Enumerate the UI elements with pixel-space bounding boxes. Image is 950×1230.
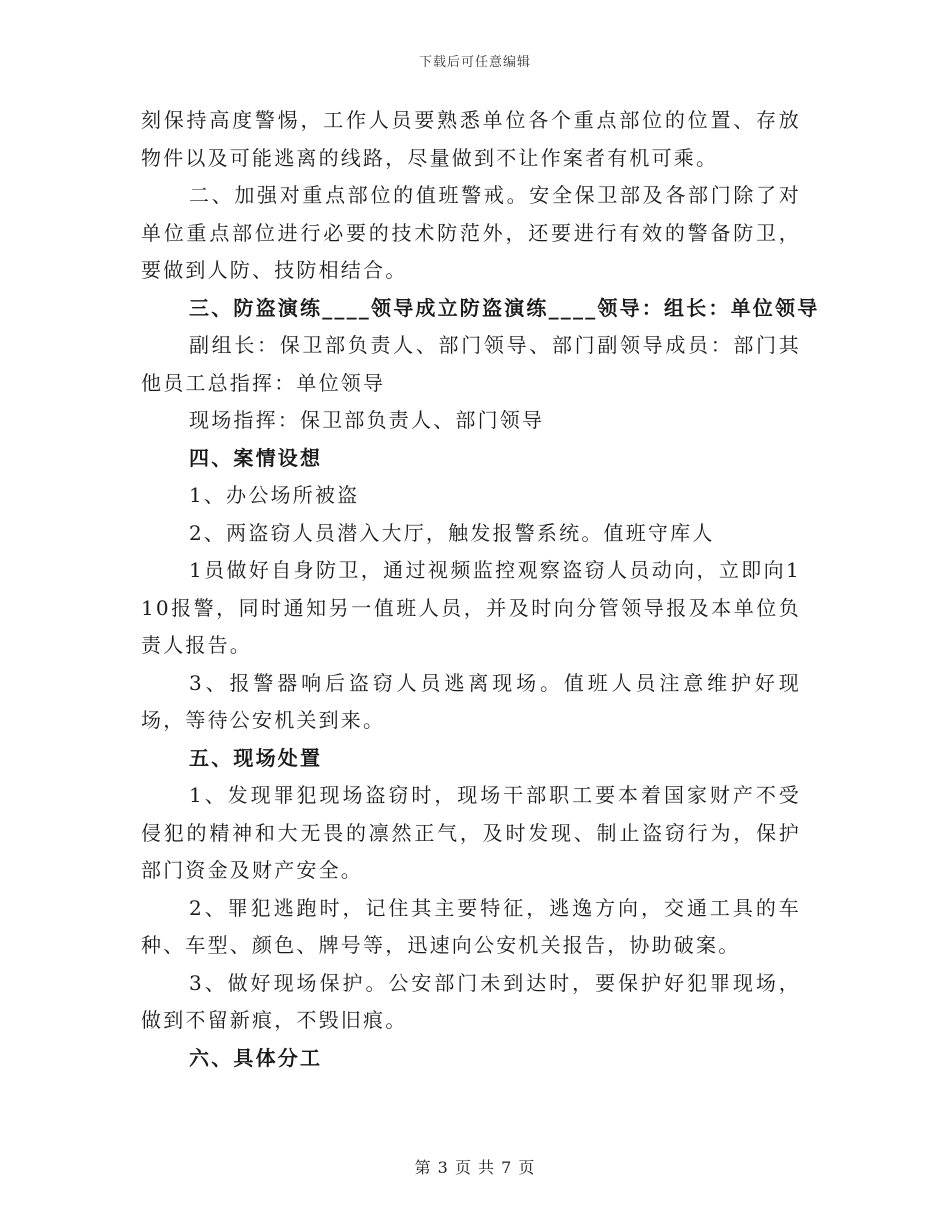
scenario-item-2: 2、两盗窃人员潜入大厅，触发报警系统。值班守库人 [189,520,715,545]
response-item-1: 1、发现罪犯现场盗窃时，现场干部职工要本着国家财产不受侵犯的精神和大无畏的凛然正气，及时发现、制止盗窃行为，保护部门资金及财产安全。 [141,783,801,882]
paragraph-continuation: 刻保持高度警惕，工作人员要熟悉单位各个重点部位的位置、存放物件以及可能逃离的线路，尽量做到不让作案者有机可乘。 [141,108,801,170]
response-item-2: 2、罪犯逃跑时，记住其主要特征，逃逸方向，交通工具的车种、车型、颜色、牌号等，迅速向公安机关报告，协助破案。 [141,895,801,957]
section-6-heading: 六、具体分工 [189,1045,323,1070]
response-item-3: 3、做好现场保护。公安部门未到达时，要保护好犯罪现场，做到不留新痕，不毁旧痕。 [141,970,801,1032]
section-2-paragraph: 二、加强对重点部位的值班警戒。安全保卫部及各部门除了对单位重点部位进行必要的技术防范外，还要进行有效的警备防卫，要做到人防、技防相结合。 [141,183,801,282]
scenario-item-1: 1、办公场所被盗 [189,483,360,507]
section-4-heading: 四、案情设想 [189,445,323,470]
field-command-paragraph: 现场指挥：保卫部负责人、部门领导 [189,408,545,432]
section-3-heading: 三、防盗演练____领导成立防盗演练____领导：组长：单位领导 [189,295,820,320]
scenario-item-3: 3、报警器响后盗窃人员逃离现场。值班人员注意维护好现场，等待公安机关到来。 [141,670,801,732]
page-header: 下载后可任意编辑 [418,55,531,70]
team-roles-paragraph: 副组长：保卫部负责人、部门领导、部门副领导成员：部门其他员工总指挥：单位领导 [141,333,801,395]
document-body [141,102,820,1077]
section-5-heading: 五、现场处置 [189,745,323,770]
scenario-item-2-detail: 1员做好自身防卫，通过视频监控观察盗窃人员动向，立即向110报警，同时通知另一值班人员，并及时向分管领导报及本单位负责人报告。 [141,558,801,657]
page-footer: 第 3 页 共 7 页 [414,1158,536,1177]
